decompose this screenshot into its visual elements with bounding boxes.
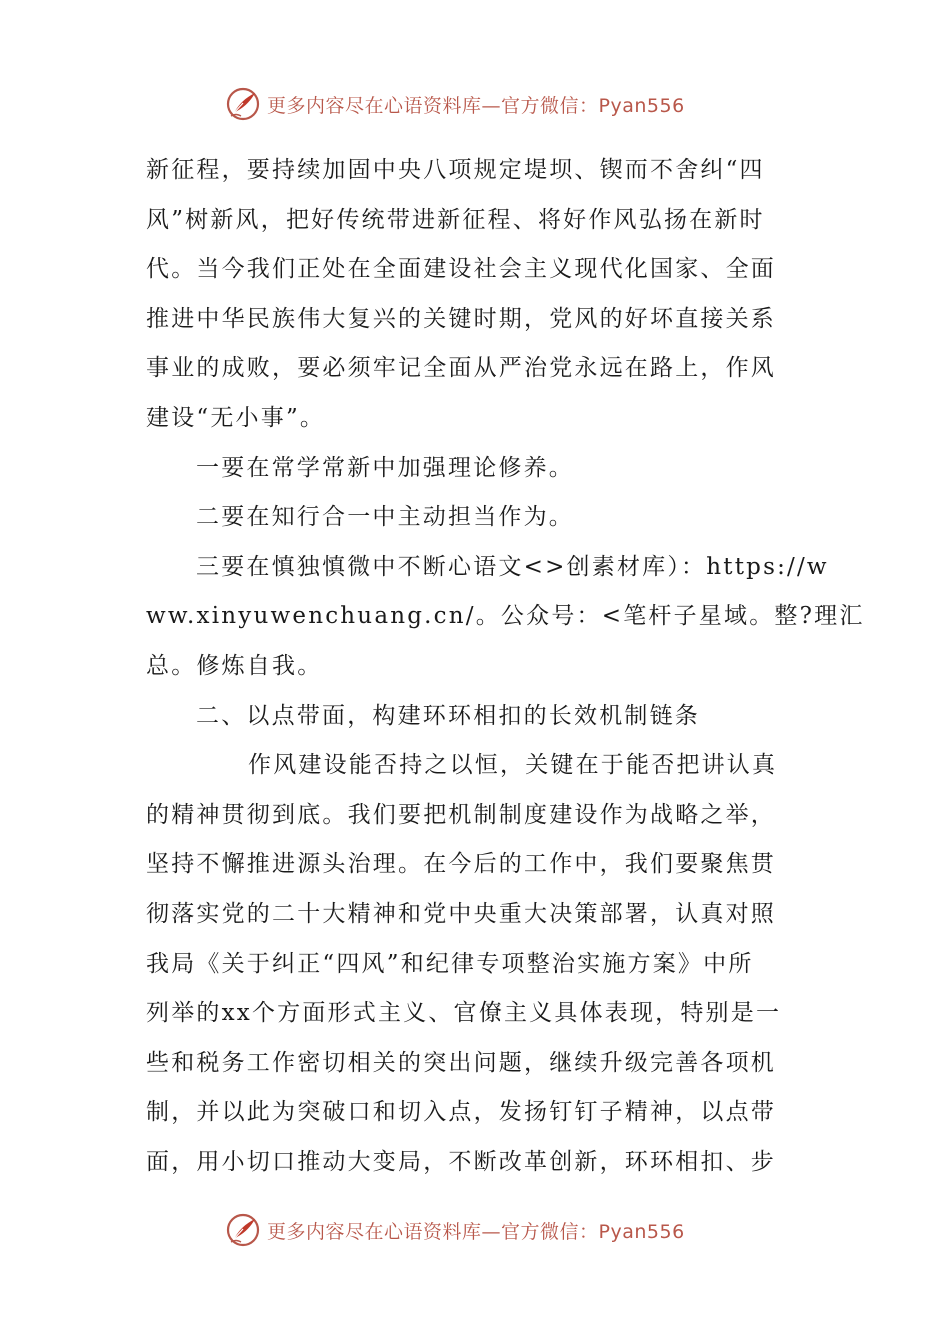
body-line: 事业的成败，要必须牢记全面从严治党永远在路上，作风	[146, 355, 776, 382]
body-line: 总。修炼自我。	[146, 652, 323, 679]
body-line: 些和税务工作密切相关的突出问题，继续升级完善各项机	[146, 1049, 776, 1076]
feather-pen-logo-icon	[225, 86, 261, 122]
body-line: 坚持不懈推进源头治理。在今后的工作中，我们要聚焦贯	[146, 851, 776, 878]
body-line: 推进中华民族伟大复兴的关键时期，党风的好坏直接关系	[146, 305, 776, 332]
body-line: 作风建设能否持之以恒，关键在于能否把讲认真	[248, 752, 778, 779]
header-wechat-id: Pyan556	[598, 94, 685, 117]
footer-banner	[225, 1210, 745, 1250]
document-body	[146, 146, 865, 1187]
feather-pen-logo-icon	[225, 1212, 261, 1248]
footer-wechat-id: Pyan556	[598, 1220, 685, 1243]
body-line: 一要在常学常新中加强理论修养。	[196, 454, 574, 481]
body-line: 彻落实党的二十大精神和党中央重大决策部署，认真对照	[146, 900, 776, 927]
body-line: 风”树新风，把好传统带进新征程、将好作风弘扬在新时	[146, 206, 765, 233]
header-banner	[225, 84, 745, 124]
body-line: 建设“无小事”。	[146, 404, 326, 431]
header-banner-label: 更多内容尽在心语资料库—官方微信：Pyan556	[267, 94, 685, 117]
body-line: 代。当今我们正处在全面建设社会主义现代化国家、全面	[146, 256, 776, 283]
body-line: 的精神贯彻到底。我们要把机制制度建设作为战略之举，	[146, 801, 776, 828]
body-line: 三要在慎独慎微中不断心语文<>创素材库）：https://w	[196, 553, 829, 580]
footer-banner-label: 更多内容尽在心语资料库—官方微信：Pyan556	[267, 1220, 685, 1243]
body-line: 列举的xx个方面形式主义、官僚主义具体表现，特别是一	[146, 1000, 782, 1027]
body-line: ww.xinyuwenchuang.cn/。公众号：<笔杆子星域。整?理汇	[146, 603, 865, 630]
body-line: 我局《关于纠正“四风”和纪律专项整治实施方案》中所	[146, 950, 754, 977]
body-line: 制，并以此为突破口和切入点，发扬钉钉子精神，以点带	[146, 1099, 776, 1126]
section-heading: 二、以点带面，构建环环相扣的长效机制链条	[196, 702, 700, 729]
body-line: 二要在知行合一中主动担当作为。	[196, 504, 574, 531]
body-line: 面，用小切口推动大变局，不断改革创新，环环相扣、步	[146, 1148, 776, 1175]
body-line: 新征程，要持续加固中央八项规定堤坝、锲而不舍纠“四	[146, 157, 765, 183]
